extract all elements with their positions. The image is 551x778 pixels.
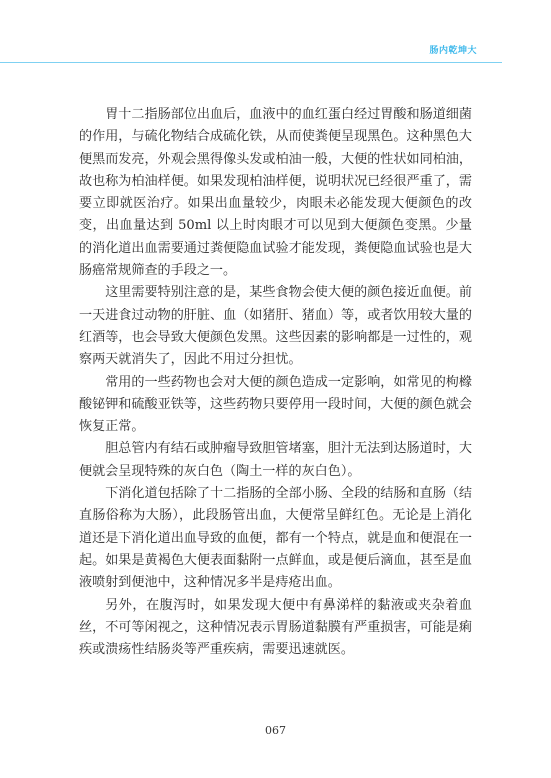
page-number: 067 bbox=[265, 724, 286, 737]
paragraph: 下消化道包括除了十二指肠的全部小肠、全段的结肠和直肠（结直肠俗称为大肠），此段肠管出血，大便常呈鲜红色。无论是上消化道还是下消化道出血导致的血便，都有一个特点，就是血和便混在一起。如果是黄褐色大便表面黏附一点鲜血，或是便后滴血，甚至是血液喷射到便池中，这种情况多半是痔疮出血。 bbox=[79, 486, 472, 591]
paragraph: 另外，在腹泻时，如果发现大便中有鼻涕样的黏液或夹杂着血丝，不可等闲视之，这种情况表示胃肠道黏膜有严重损害，可能是痢疾或溃疡性结肠炎等严重疾病，需要迅速就医。 bbox=[79, 597, 472, 658]
running-header-title: 肠内乾坤大 bbox=[429, 46, 477, 56]
paragraph: 常用的一些药物也会对大便的颜色造成一定影响，如常见的枸橼酸铋钾和硫酸亚铁等，这些药物只要停用一段时间，大便的颜色就会恢复正常。 bbox=[79, 374, 472, 435]
paragraph: 胃十二指肠部位出血后，血液中的血红蛋白经过胃酸和肠道细菌的作用，与硫化物结合成硫化铁，从而使粪便呈现黑色。这种黑色大便黑而发亮，外观会黑得像头发或柏油一般，大便的性状如同柏油，故也称为柏油样便。如果发现柏油样便，说明状况已经很严重了，需要立即就医治疗。如果出血量较少，肉眼未必能发现大便颜色的改变，出血量达到 50ml 以上时肉眼才可以见到大便颜色变黑。少量的消化道出血需要通过粪便隐血试验才能发现，粪便隐血试验也是大肠癌常规筛查的手段之一。 bbox=[79, 107, 472, 279]
header-rule bbox=[0, 62, 502, 63]
paragraph: 胆总管内有结石或肿瘤导致胆管堵塞，胆汁无法到达肠道时，大便就会呈现特殊的灰白色（陶土一样的灰白色）。 bbox=[79, 441, 472, 479]
paragraph: 这里需要特别注意的是，某些食物会使大便的颜色接近血便。前一天进食过动物的肝脏、血（如猪肝、猪血）等，或者饮用较大量的红酒等，也会导致大便颜色发黑。这些因素的影响都是一过性的，观察两天就消失了，因此不用过分担忧。 bbox=[79, 285, 472, 368]
body-text bbox=[79, 104, 472, 661]
